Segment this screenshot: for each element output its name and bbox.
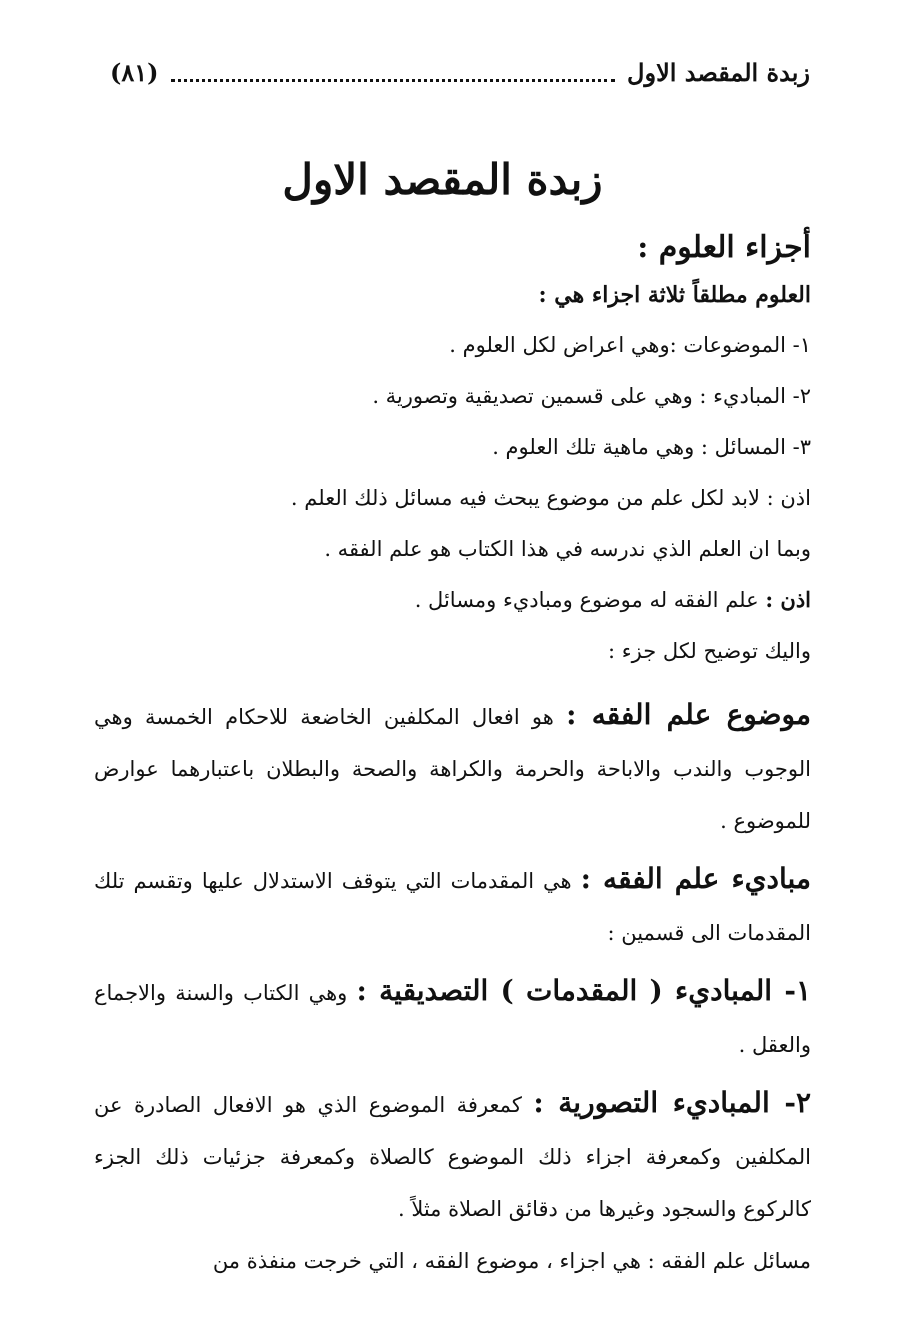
- principles-heading: مباديء علم الفقه :: [580, 862, 811, 895]
- conclusion-text: علم الفقه له موضوع ومباديء ومسائل .: [414, 588, 766, 612]
- statement-line: واليك توضيح لكل جزء :: [608, 639, 811, 663]
- subject-heading: موضوع علم الفقه :: [566, 698, 811, 731]
- subject-text: هو افعال المكلفين الخاضعة للاحكام الخمسة وهي الوجوب والندب والاباحة والحرمة والكراهة والصحة والبطلان باعتبارهما عوارض للموضوع .: [94, 705, 811, 833]
- principles-item-1: [94, 965, 811, 1071]
- running-header: [110, 52, 810, 92]
- list-item: ٣- المسائل : وهي ماهية تلك العلوم .: [492, 435, 811, 459]
- statement-line: اذن : لابد لكل علم من موضوع يبحث فيه مسائل ذلك العلم .: [290, 486, 811, 510]
- page-body: [94, 228, 811, 1287]
- section-heading: أجزاء العلوم :: [637, 230, 811, 265]
- principles-text: هي المقدمات التي يتوقف الاستدلال عليها وتقسم تلك المقدمات الى قسمين :: [94, 869, 811, 945]
- section-intro: العلوم مطلقاً ثلاثة اجزاء هي :: [538, 282, 811, 308]
- conclusion-line: [94, 587, 811, 638]
- principles-item-1-text: وهي الكتاب والسنة والاجماع والعقل .: [94, 981, 811, 1057]
- list-item: ٢- المباديء : وهي على قسمين تصديقية وتصورية .: [372, 384, 811, 408]
- chapter-title: زبدة المقصد الاول: [282, 155, 603, 204]
- dotted-leader: [171, 79, 616, 82]
- list-item: ١- الموضوعات :وهي اعراض لكل العلوم .: [449, 333, 811, 357]
- principles-paragraph: [94, 853, 811, 959]
- principles-item-2-heading: ٢- المباديء التصورية :: [533, 1086, 812, 1119]
- principles-item-2: [94, 1077, 811, 1235]
- page-number: (٨١): [110, 57, 159, 87]
- conclusion-label: اذن :: [765, 587, 811, 612]
- principles-item-1-heading: ١- المباديء ( المقدمات ) التصديقية :: [356, 974, 812, 1007]
- running-header-title: زبدة المقصد الاول: [627, 57, 810, 87]
- principles-item-2-text: كمعرفة الموضوع الذي هو الافعال الصادرة عن المكلفين وكمعرفة اجزاء ذلك الموضوع كالصلاة وكمعرفة جزئيات ذلك الجزء كالركوع والسجود وغيرها من دقائق الصلاة مثلاً .: [94, 1093, 811, 1221]
- subject-paragraph: [94, 689, 811, 847]
- statement-line: وبما ان العلم الذي ندرسه في هذا الكتاب هو علم الفقه .: [324, 537, 811, 561]
- issues-paragraph: مسائل علم الفقه : هي اجزاء ، موضوع الفقه ، التي خرجت منفذة من: [212, 1249, 811, 1273]
